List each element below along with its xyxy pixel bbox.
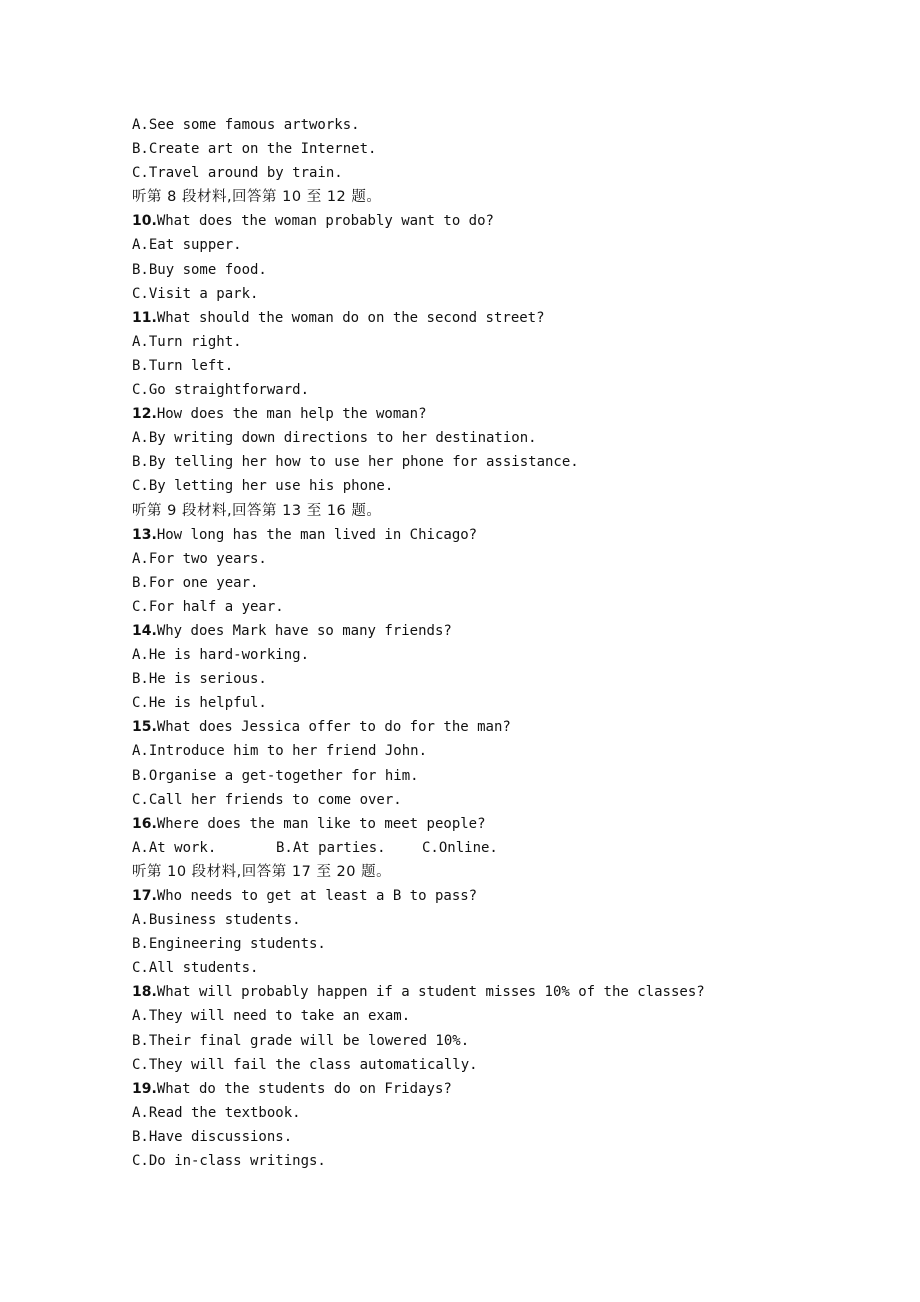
option: B.Turn left. — [132, 357, 234, 374]
option: B.Buy some food. — [132, 261, 267, 278]
option: A.Introduce him to her friend John. — [132, 743, 428, 760]
question-text: How long has the man lived in Chicago? — [156, 526, 478, 543]
question-number: 19. — [132, 1080, 157, 1097]
question — [132, 619, 852, 643]
question-text: What does Jessica offer to do for the man? — [156, 719, 511, 736]
option: B.At parties. — [276, 839, 386, 856]
inline-options — [132, 836, 852, 860]
option: A.Read the textbook. — [132, 1104, 301, 1121]
option: C.Call her friends to come over. — [132, 791, 402, 808]
option: B.Organise a get-together for him. — [132, 767, 419, 784]
option: B.He is serious. — [132, 671, 267, 688]
question-text: What does the woman probably want to do? — [156, 213, 494, 230]
option: C.Online. — [422, 839, 498, 856]
section-heading: 听第 8 段材料,回答第 10 至 12 题。 — [132, 189, 382, 206]
option: A.They will need to take an exam. — [132, 1008, 411, 1025]
option: A.See some famous artworks. — [132, 117, 360, 133]
question-number: 16. — [132, 815, 157, 832]
option: B.Their final grade will be lowered 10%. — [132, 1032, 470, 1049]
option: A.By writing down directions to her destination. — [132, 430, 537, 447]
option: B.Create art on the Internet. — [132, 141, 377, 158]
question-number: 15. — [132, 719, 157, 736]
question — [132, 884, 852, 908]
option: B.Engineering students. — [132, 936, 326, 953]
question-text: What should the woman do on the second street? — [156, 309, 545, 326]
option: C.Visit a park. — [132, 285, 259, 302]
option: C.All students. — [132, 960, 259, 977]
question-text: What do the students do on Fridays? — [156, 1080, 452, 1097]
question — [132, 209, 852, 233]
question — [132, 523, 852, 547]
option: A.He is hard-working. — [132, 647, 310, 664]
question — [132, 715, 852, 739]
option: A.Business students. — [132, 912, 301, 929]
question-number: 14. — [132, 622, 157, 639]
question — [132, 980, 852, 1004]
question-number: 18. — [132, 984, 157, 1001]
question-text: How does the man help the woman? — [156, 406, 427, 423]
option: C.By letting her use his phone. — [132, 478, 394, 495]
option: C.He is helpful. — [132, 695, 267, 712]
question-text: Who needs to get at least a B to pass? — [156, 888, 478, 904]
question — [132, 1077, 852, 1101]
question-number: 17. — [132, 888, 157, 904]
option: C.Do in-class writings. — [132, 1153, 326, 1170]
question — [132, 812, 852, 836]
option: A.Turn right. — [132, 333, 242, 350]
question-number: 11. — [132, 309, 157, 326]
option: C.They will fail the class automatically. — [132, 1056, 478, 1073]
document-page — [132, 113, 852, 1173]
question-text: Why does Mark have so many friends? — [156, 622, 452, 639]
option: B.Have discussions. — [132, 1128, 293, 1145]
question-text: Where does the man like to meet people? — [156, 815, 486, 832]
option: A.At work. — [132, 839, 217, 856]
question-number: 12. — [132, 406, 157, 423]
option: A.For two years. — [132, 550, 267, 567]
question-text: What will probably happen if a student misses 10% of the classes? — [156, 984, 705, 1001]
option: C.Go straightforward. — [132, 382, 310, 399]
option: B.By telling her how to use her phone for assistance. — [132, 454, 579, 471]
question — [132, 306, 852, 330]
option: C.For half a year. — [132, 598, 284, 615]
section-heading: 听第 9 段材料,回答第 13 至 16 题。 — [132, 502, 382, 519]
question-number: 13. — [132, 526, 157, 543]
option: C.Travel around by train. — [132, 165, 343, 182]
section-heading: 听第 10 段材料,回答第 17 至 20 题。 — [132, 863, 392, 880]
question — [132, 402, 852, 426]
option: A.Eat supper. — [132, 237, 242, 254]
question-number: 10. — [132, 213, 157, 230]
option: B.For one year. — [132, 574, 259, 591]
